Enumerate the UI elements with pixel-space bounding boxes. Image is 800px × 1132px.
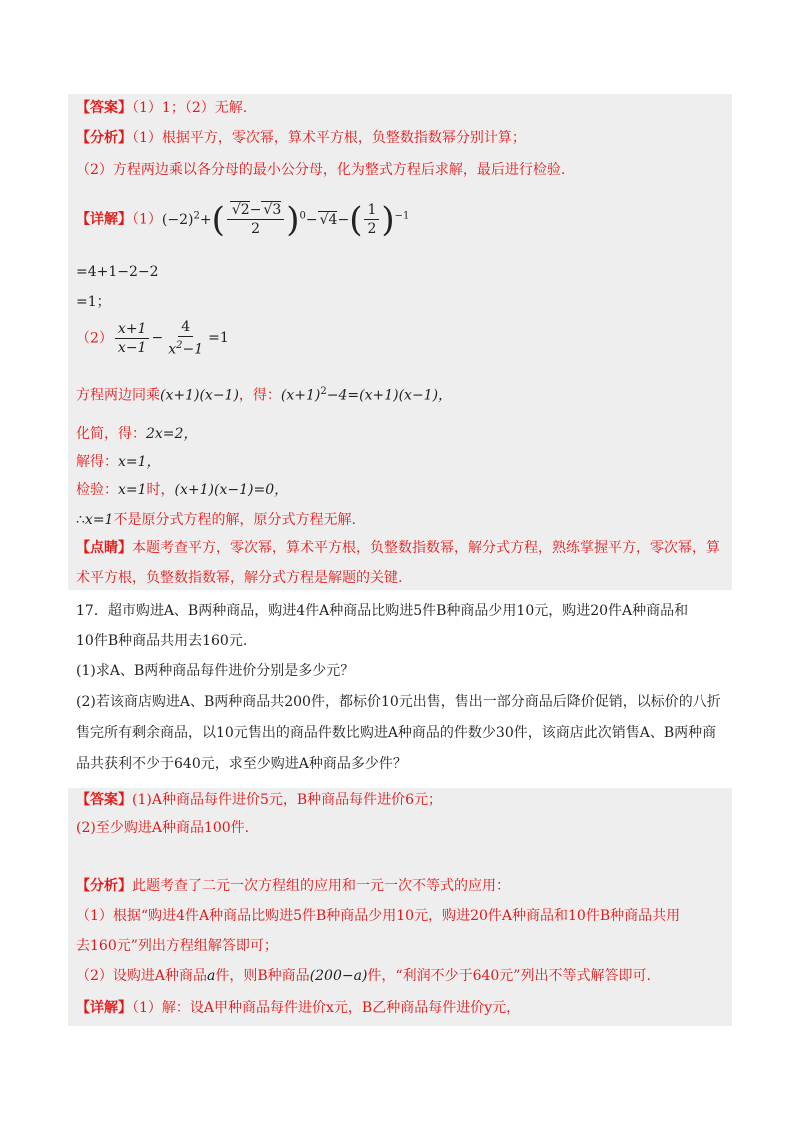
step-2-text: =1； bbox=[76, 294, 111, 310]
analysis-17-line-1 bbox=[76, 876, 510, 896]
simplify-line bbox=[76, 424, 197, 444]
check-mid: 时， bbox=[146, 482, 175, 498]
analysis-17-text-2: （1）根据“购进4件A种商品比购进5件B种商品少用10元，购进20件A种商品和10件B种商品共用 bbox=[76, 908, 681, 924]
expr-200-minus-a: (200−a) bbox=[309, 968, 368, 984]
check-line bbox=[76, 480, 288, 500]
multiply-text: 方程两边同乘 bbox=[76, 387, 160, 404]
check-text: 检验： bbox=[76, 482, 118, 498]
problem-17-line-1 bbox=[76, 601, 688, 621]
problem-17-text-1: 17．超市购进A、B两种商品，购进4件A种商品比购进5件B种商品少用10元，购进20件A种商品和 bbox=[76, 603, 689, 619]
conclusion-x: x=1 bbox=[84, 512, 114, 528]
get-expr: (x+1) bbox=[280, 387, 321, 404]
detail-line bbox=[76, 196, 409, 240]
variable-a: a bbox=[207, 968, 216, 984]
question-2-line-2 bbox=[76, 723, 716, 743]
answer-line bbox=[76, 98, 247, 118]
answer-17-line-1 bbox=[76, 790, 442, 810]
analysis-text-1: （1）根据平方，零次幂，算术平方根，负整数指数幂分别计算； bbox=[132, 130, 526, 146]
question-2-line-1 bbox=[76, 692, 721, 712]
analysis-17-line-2 bbox=[76, 906, 680, 926]
problem-17-text-2: 10件B种商品共用去160元. bbox=[76, 633, 248, 649]
comment-text-1: 本题考查平方，零次幂，算术平方根，负整数指数幂，解分式方程，熟练掌握平方，零次幂，算 bbox=[132, 540, 720, 556]
analysis-17-line-4 bbox=[76, 966, 651, 986]
analysis-17-text-1: 此题考查了二元一次方程组的应用和一元一次不等式的应用： bbox=[132, 878, 510, 894]
multiply-line: 方程两边同乘(x+1)(x−1)，得：$(x+1)^2-4=(x+1)(x-1)$， bbox=[76, 386, 453, 404]
answer-17-text-1: (1)A种商品每件进价5元，B种商品每件进价6元； bbox=[132, 792, 443, 808]
simplify-text: 化简，得： bbox=[76, 426, 146, 442]
detail-17-text-1: （1）解：设A甲种商品每件进价x元，B乙种商品每件进价y元， bbox=[132, 1000, 521, 1016]
comment-text-2: 术平方根，负整数指数幂，解分式方程是解题的关键. bbox=[76, 570, 403, 586]
detail-lead: （1） bbox=[132, 211, 162, 228]
comment-line-2 bbox=[76, 568, 402, 588]
question-2-text-1: (2)若该商店购进A、B两种商品共200件，都标价10元出售，售出一部分商品后降价促销，以标价的八折 bbox=[76, 694, 721, 710]
conclusion-line bbox=[76, 510, 356, 530]
analysis-17-text-3: 去160元”列出方程组解答即可； bbox=[76, 938, 278, 954]
get-text: ，得： bbox=[238, 387, 281, 404]
question-2-text-2: 售完所有剩余商品，以10元售出的商品件数比购进A种商品的件数少30件，该商店此次销售A、B两种商 bbox=[76, 725, 717, 741]
solve-text: 解得： bbox=[76, 454, 118, 470]
analysis-17-text-4a: （2）设购进A种商品 bbox=[76, 968, 208, 984]
analysis-17-tag: 【分析】 bbox=[76, 878, 132, 894]
detail-17-tag: 【详解】 bbox=[76, 1000, 132, 1016]
get-rest: −4=(x+1)(x−1)， bbox=[326, 387, 453, 404]
solve-line bbox=[76, 452, 161, 472]
problem-17-line-2 bbox=[76, 631, 247, 651]
answer-text: （1）1；（2）无解. bbox=[132, 100, 248, 116]
question-2-text-3: 品共获利不少于640元，求至少购进A种商品多少件？ bbox=[76, 756, 407, 772]
answer-tag: 【答案】 bbox=[76, 100, 132, 116]
conclusion-text: 不是原分式方程的解，原分式方程无解. bbox=[113, 512, 356, 528]
analysis-17-line-3 bbox=[76, 936, 278, 956]
check-expr: (x+1)(x−1)=0， bbox=[174, 482, 289, 498]
multiply-expr: (x+1)(x−1) bbox=[160, 387, 239, 404]
answer-17-tag: 【答案】 bbox=[76, 792, 132, 808]
question-2-line-3 bbox=[76, 754, 407, 774]
therefore-symbol: ∴ bbox=[76, 512, 85, 528]
question-1-text: (1)求A、B两种商品每件进价分别是多少元？ bbox=[76, 663, 355, 679]
comment-line-1 bbox=[76, 538, 720, 558]
detail-17-line-1 bbox=[76, 998, 520, 1018]
analysis-tag: 【分析】 bbox=[76, 130, 132, 146]
answer-17-text-2: (2)至少购进A种商品100件. bbox=[76, 820, 250, 836]
expression-16-1: $(-2)^2+$( $\frac{√2- √3}{2}$ )$^0$− √4−( $\frac{1}{2}$ )$^{-1}$ bbox=[161, 199, 410, 240]
part-2-lead: （2） bbox=[76, 330, 113, 347]
comment-tag: 【点睛】 bbox=[76, 540, 132, 556]
equation-16-2: $\frac{x+1}{x-1}$ − $\frac{4}{x^2-1}$ =1 bbox=[113, 330, 229, 346]
check-x: x=1 bbox=[118, 482, 147, 498]
detail-tag: 【详解】 bbox=[76, 211, 132, 228]
analysis-line-2 bbox=[76, 160, 565, 180]
analysis-line-1 bbox=[76, 128, 526, 148]
step-2 bbox=[76, 292, 111, 312]
simplify-expr: 2x=2， bbox=[146, 426, 198, 442]
part-2-equation bbox=[76, 318, 229, 359]
step-1-text: =4+1−2−2 bbox=[76, 264, 159, 280]
solve-expr: x=1， bbox=[118, 454, 161, 470]
analysis-17-text-4c: 件，则B种商品 bbox=[215, 968, 310, 984]
answer-17-line-2 bbox=[76, 818, 249, 838]
analysis-17-text-4e: 件，“利润不少于640元”列出不等式解答即可. bbox=[367, 968, 651, 984]
question-1 bbox=[76, 661, 354, 681]
step-1 bbox=[76, 262, 159, 282]
analysis-text-2: （2）方程两边乘以各分母的最小公分母，化为整式方程后求解，最后进行检验. bbox=[76, 162, 566, 178]
